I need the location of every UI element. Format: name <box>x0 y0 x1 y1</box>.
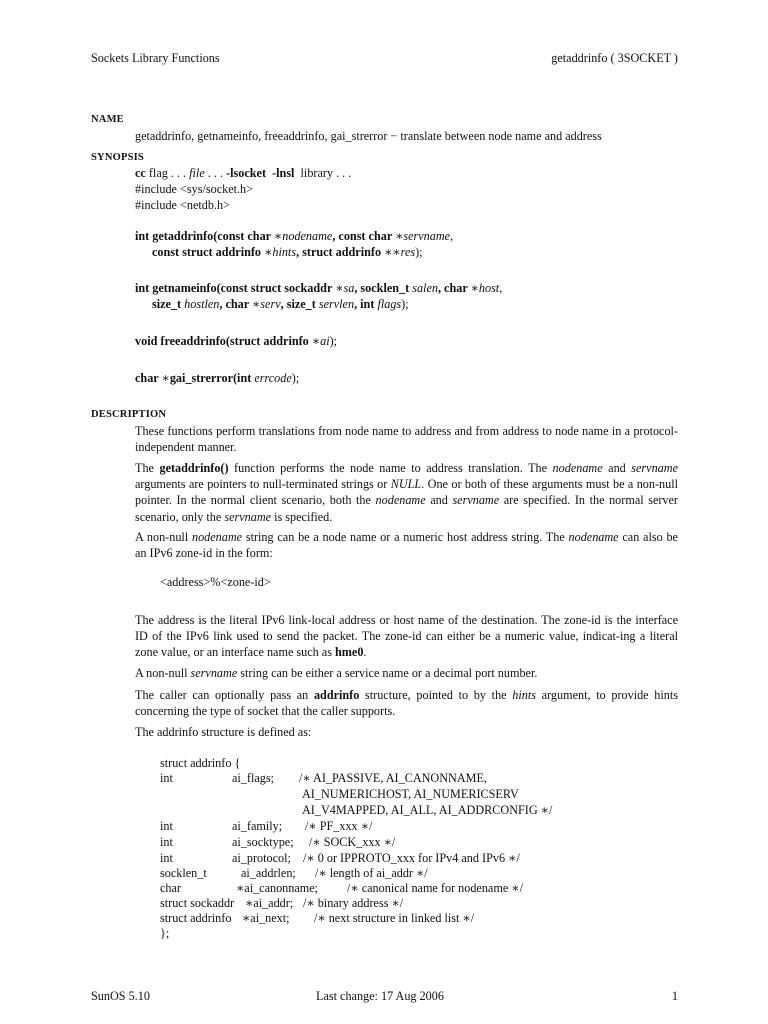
struct-row-field: ∗ai_next; <box>242 911 290 925</box>
struct-row-comment: /∗ 0 or IPPROTO_xxx for IPv4 and IPv6 ∗/ <box>303 851 520 865</box>
header-left-title: Sockets Library Functions <box>91 51 220 65</box>
struct-open: struct addrinfo { <box>160 756 241 770</box>
synopsis-include-socket: #include <sys/socket.h> <box>135 182 254 196</box>
struct-close: }; <box>160 926 170 940</box>
struct-row-comment-cont: AI_NUMERICHOST, AI_NUMERICSERV <box>302 787 519 801</box>
synopsis-freeaddrinfo: void freeaddrinfo(struct addrinfo ∗ai); <box>135 334 338 348</box>
struct-row-type: int <box>160 819 173 833</box>
synopsis-gai-strerror: char ∗gai_strerror(int errcode); <box>135 371 300 385</box>
synopsis-getaddrinfo-line2: const struct addrinfo ∗hints, struct addrinfo ∗∗res); <box>152 245 423 259</box>
struct-row-comment: /∗ length of ai_addr ∗/ <box>315 866 428 880</box>
struct-row-type: char <box>160 881 181 895</box>
description-paragraph-5: A non-null servname string can be either a service name or a decimal port number. <box>135 666 538 680</box>
struct-row-type: int <box>160 771 173 785</box>
struct-row-comment: /∗ next structure in linked list ∗/ <box>314 911 475 925</box>
struct-row-type: int <box>160 851 173 865</box>
footer-os-version: SunOS 5.10 <box>91 989 150 1003</box>
struct-row-type: struct addrinfo <box>160 911 232 925</box>
struct-row-type: int <box>160 835 173 849</box>
synopsis-include-netdb: #include <netdb.h> <box>135 198 230 212</box>
struct-row-field: ai_protocol; <box>232 851 291 865</box>
struct-row-field: ∗ai_canonname; <box>236 881 319 895</box>
struct-row-comment-cont: AI_V4MAPPED, AI_ALL, AI_ADDRCONFIG ∗/ <box>302 803 553 817</box>
section-heading-synopsis: SYNOPSIS <box>91 152 144 163</box>
synopsis-getaddrinfo-line1: int getaddrinfo(const char ∗nodename, const char ∗servname, <box>135 229 454 243</box>
description-paragraph-2: The getaddrinfo() function performs the node name to address translation. The nodename and servname arguments are pointers to null-terminated strings or NULL. One or both of these arguments must be a non-null pointer. In the normal client scenario, both the nodename and servname are specified. In the normal server scenario, only the servname is specified. <box>135 461 678 524</box>
struct-row-field: ai_family; <box>232 819 283 833</box>
footer-last-change: Last change: 17 Aug 2006 <box>316 989 444 1003</box>
synopsis-getnameinfo-line1: int getnameinfo(const struct sockaddr ∗sa, socklen_t salen, char ∗host, <box>135 281 503 295</box>
struct-row-field: ∗ai_addr; <box>245 896 294 910</box>
description-paragraph-6: The caller can optionally pass an addrinfo structure, pointed to by the hints argument, to provide hints concerning the type of socket that the caller supports. <box>135 688 678 719</box>
synopsis-getnameinfo-line2: size_t hostlen, char ∗serv, size_t servlen, int flags); <box>152 297 409 311</box>
struct-row-field: ai_flags; <box>232 771 274 785</box>
section-heading-name: NAME <box>91 114 124 125</box>
synopsis-cc-line: cc flag . . . file . . . -lsocket -lnsl library . . . <box>135 166 352 180</box>
footer-page-number: 1 <box>671 989 678 1003</box>
description-paragraph-4: The address is the literal IPv6 link-local address or host name of the destination. The zone-id is the interface ID of the IPv6 link used to send the packet. The zone-id can either be a numeric value, indicat-ing a literal zone value, or an interface name such as hme0. <box>135 613 678 660</box>
section-heading-description: DESCRIPTION <box>91 409 167 420</box>
struct-row-comment: /∗ PF_xxx ∗/ <box>305 819 373 833</box>
struct-row-comment: /∗ SOCK_xxx ∗/ <box>309 835 396 849</box>
struct-row-field: ai_addrlen; <box>241 866 296 880</box>
struct-row-type: socklen_t <box>160 866 207 880</box>
struct-row-type: struct sockaddr <box>160 896 235 910</box>
header-right-title: getaddrinfo ( 3SOCKET ) <box>551 51 678 65</box>
struct-row-comment: /∗ canonical name for nodename ∗/ <box>347 881 523 895</box>
struct-row-comment: /∗ AI_PASSIVE, AI_CANONNAME, <box>299 771 487 785</box>
description-paragraph-7: The addrinfo structure is defined as: <box>135 725 312 739</box>
description-paragraph-1: These functions perform translations from node name to address and from address to node name in a protocol-independent manner. <box>135 424 678 455</box>
zone-id-form: <address>%<zone-id> <box>160 575 271 589</box>
struct-row-comment: /∗ binary address ∗/ <box>303 896 404 910</box>
name-line: getaddrinfo, getnameinfo, freeaddrinfo, gai_strerror − translate between node name and address <box>135 129 602 143</box>
description-paragraph-3: A non-null nodename string can be a node name or a numeric host address string. The nodename can also be an IPv6 zone-id in the form: <box>135 530 678 561</box>
struct-row-field: ai_socktype; <box>232 835 294 849</box>
